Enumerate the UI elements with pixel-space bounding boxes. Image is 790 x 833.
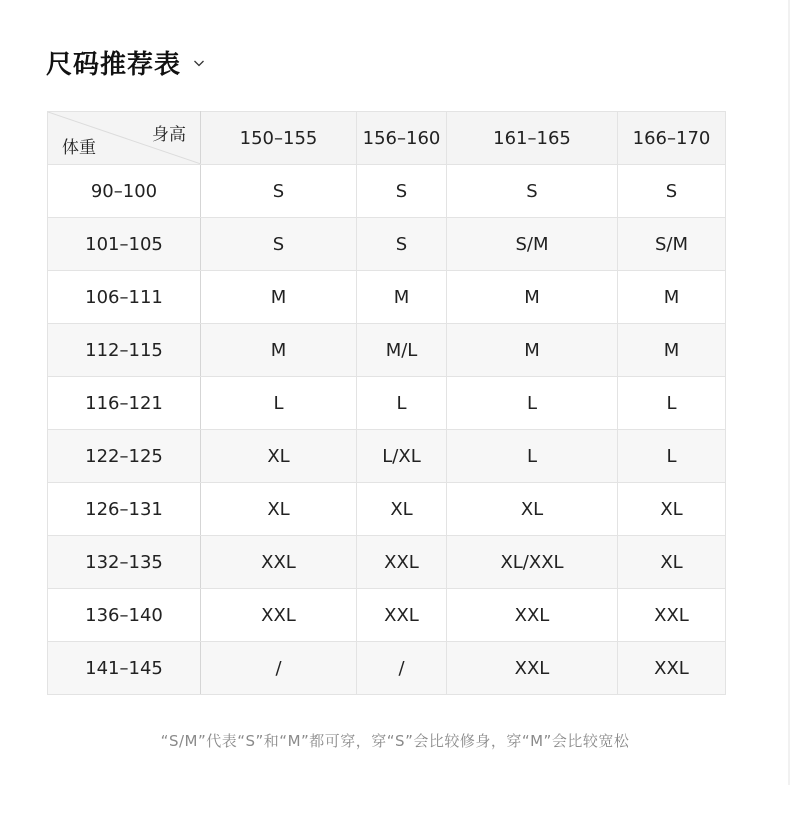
size-cell: XL [618,536,726,589]
weight-cell: 136–140 [48,589,201,642]
size-cell: XXL [357,536,447,589]
size-cell: XL [618,483,726,536]
size-cell: S [201,165,357,218]
size-cell: M/L [357,324,447,377]
table-row [48,271,726,324]
title-row[interactable] [46,44,205,80]
weight-cell: 112–115 [48,324,201,377]
size-note: “S/M”代表“S”和“M”都可穿，穿“S”会比较修身，穿“M”会比较宽松 [160,732,630,750]
size-cell: S [357,218,447,271]
size-cell: XL [447,483,618,536]
size-cell: M [357,271,447,324]
table-row [48,324,726,377]
size-cell: XXL [201,536,357,589]
weight-cell: 126–131 [48,483,201,536]
table-row [48,165,726,218]
table-row [48,430,726,483]
weight-cell: 116–121 [48,377,201,430]
height-axis-label: 身高 [152,125,186,145]
size-cell: L/XL [357,430,447,483]
table-row [48,377,726,430]
size-cell: L [447,430,618,483]
weight-axis-label: 体重 [62,138,96,158]
weight-cell: 106–111 [48,271,201,324]
size-cell: / [357,642,447,695]
table-row [48,218,726,271]
size-cell: XXL [201,589,357,642]
size-cell: XXL [618,642,726,695]
size-cell: XXL [618,589,726,642]
height-header-cell: 161–165 [447,112,618,165]
size-cell: M [447,324,618,377]
height-header-cell: 166–170 [618,112,726,165]
size-cell: XL [357,483,447,536]
size-cell: XL [201,430,357,483]
size-cell: L [618,430,726,483]
size-cell: XXL [447,589,618,642]
size-cell: XXL [357,589,447,642]
height-header-cell: 156–160 [357,112,447,165]
chevron-down-icon[interactable] [193,56,205,68]
weight-cell: 90–100 [48,165,201,218]
table-row [48,483,726,536]
size-cell: L [357,377,447,430]
size-cell: XXL [447,642,618,695]
table-row [48,642,726,695]
size-cell: S [618,165,726,218]
size-cell: S [447,165,618,218]
size-cell: S [201,218,357,271]
page-title: 尺码推荐表 [46,49,182,80]
table-corner-cell [48,112,201,165]
size-cell: / [201,642,357,695]
size-cell: L [447,377,618,430]
table-header-row [48,112,726,165]
weight-cell: 132–135 [48,536,201,589]
weight-cell: 141–145 [48,642,201,695]
size-cell: M [201,324,357,377]
table-row [48,589,726,642]
height-header-cell: 150–155 [201,112,357,165]
size-table [47,111,726,695]
size-cell: M [201,271,357,324]
size-cell: M [447,271,618,324]
size-cell: L [201,377,357,430]
weight-cell: 122–125 [48,430,201,483]
size-cell: S/M [618,218,726,271]
size-cell: S [357,165,447,218]
size-cell: XL/XXL [447,536,618,589]
size-cell: M [618,271,726,324]
size-cell: L [618,377,726,430]
size-cell: S/M [447,218,618,271]
size-cell: M [618,324,726,377]
weight-cell: 101–105 [48,218,201,271]
size-cell: XL [201,483,357,536]
table-row [48,536,726,589]
